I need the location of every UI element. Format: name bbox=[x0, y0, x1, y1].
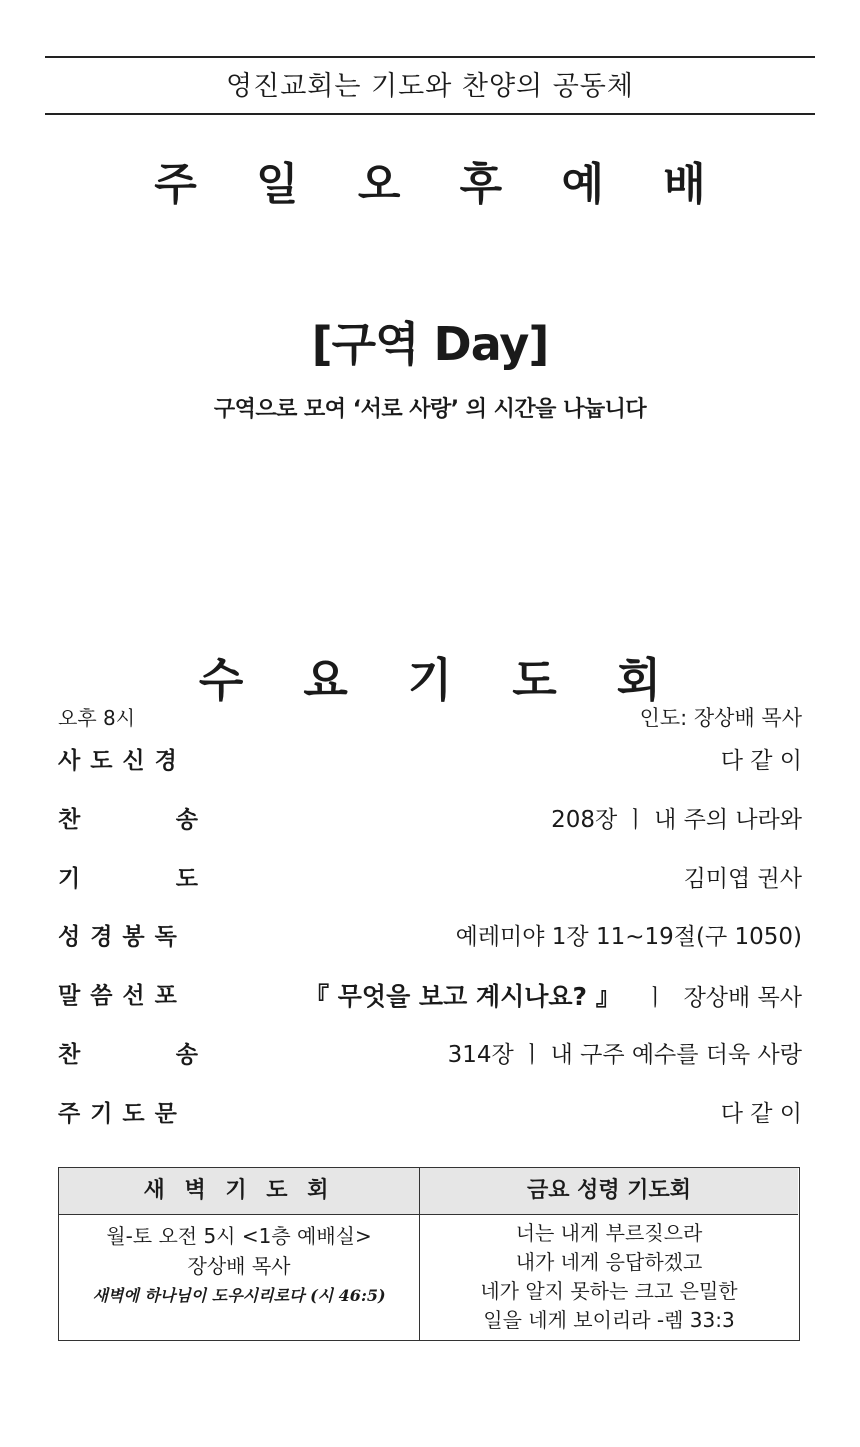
order-value: 김미엽 권사 bbox=[683, 866, 802, 892]
friday-prayer-line: 내가 네게 응답하겠고 bbox=[515, 1250, 703, 1274]
order-value: 314장 ㅣ 내 구주 예수를 더욱 사랑 bbox=[447, 1042, 802, 1068]
prayer-meetings-table bbox=[58, 1167, 800, 1341]
order-row-creed bbox=[58, 742, 802, 780]
order-row-scripture bbox=[58, 918, 802, 956]
order-label: 주기도문 bbox=[58, 1101, 187, 1127]
order-label-char: 송 bbox=[175, 1042, 198, 1068]
dawn-prayer-title: 새 벽 기 도 회 bbox=[59, 1168, 419, 1215]
order-label: 성경봉독 bbox=[58, 924, 187, 950]
dawn-prayer-schedule: 월-토 오전 5시 <1층 예배실> bbox=[106, 1224, 372, 1248]
friday-prayer-line: 일을 네게 보이리라 -렘 33:3 bbox=[483, 1308, 735, 1332]
dawn-prayer-verse: 새벽에 하나님이 도우시리로다 (시 46:5) bbox=[92, 1286, 386, 1305]
order-label bbox=[58, 801, 198, 834]
order-label: 말씀선포 bbox=[58, 983, 187, 1009]
order-label bbox=[58, 1036, 198, 1069]
order-label-char: 송 bbox=[175, 807, 198, 833]
order-value bbox=[304, 977, 802, 1013]
order-label bbox=[58, 860, 198, 893]
order-row-lords-prayer bbox=[58, 1095, 802, 1133]
friday-prayer-line: 너는 내게 부르짖으라 bbox=[515, 1221, 703, 1245]
order-value: 208장 ㅣ 내 주의 나라와 bbox=[551, 807, 802, 833]
group-day-heading: [구역 Day] bbox=[311, 317, 549, 371]
order-value: 다 같 이 bbox=[720, 1101, 802, 1127]
wednesday-prayer-title: 수 요 기 도 회 bbox=[198, 653, 684, 707]
dawn-prayer-body bbox=[59, 1215, 419, 1311]
church-motto: 영진교회는 기도와 찬양의 공동체 bbox=[226, 71, 634, 102]
friday-prayer-box bbox=[420, 1168, 798, 1340]
order-label-char: 찬 bbox=[58, 807, 81, 833]
dawn-prayer-box bbox=[59, 1168, 420, 1340]
top-rule bbox=[45, 56, 815, 58]
order-label-char: 찬 bbox=[58, 1042, 81, 1068]
friday-prayer-title: 금요 성령 기도회 bbox=[420, 1168, 798, 1215]
preacher: 장상배 목사 bbox=[683, 985, 802, 1011]
motto-bottom-rule bbox=[45, 113, 815, 115]
order-label: 사도신경 bbox=[58, 748, 187, 774]
service-leader: 인도: 장상배 목사 bbox=[639, 706, 802, 730]
service-time: 오후 8시 bbox=[58, 706, 136, 730]
sermon-title: 『 무엇을 보고 계시나요? 』 bbox=[304, 982, 621, 1011]
friday-prayer-body bbox=[420, 1215, 798, 1335]
sunday-service-title: 주 일 오 후 예 배 bbox=[154, 159, 728, 210]
service-time-row bbox=[58, 702, 802, 740]
separator: ㅣ bbox=[644, 985, 667, 1011]
order-value: 다 같 이 bbox=[720, 748, 802, 774]
friday-prayer-line: 네가 알지 못하는 크고 은밀한 bbox=[480, 1279, 738, 1303]
order-label-char: 도 bbox=[175, 866, 198, 892]
dawn-prayer-pastor: 장상배 목사 bbox=[187, 1254, 291, 1278]
order-value: 예레미야 1장 11~19절(구 1050) bbox=[455, 924, 802, 950]
order-row-prayer bbox=[58, 860, 802, 898]
group-day-subtitle: 구역으로 모여 ‘서로 사랑’ 의 시간을 나눕니다 bbox=[213, 397, 647, 422]
order-row-hymn-2 bbox=[58, 1036, 802, 1074]
order-label-char: 기 bbox=[58, 866, 81, 892]
order-row-hymn-1 bbox=[58, 801, 802, 839]
order-row-sermon bbox=[58, 977, 802, 1015]
